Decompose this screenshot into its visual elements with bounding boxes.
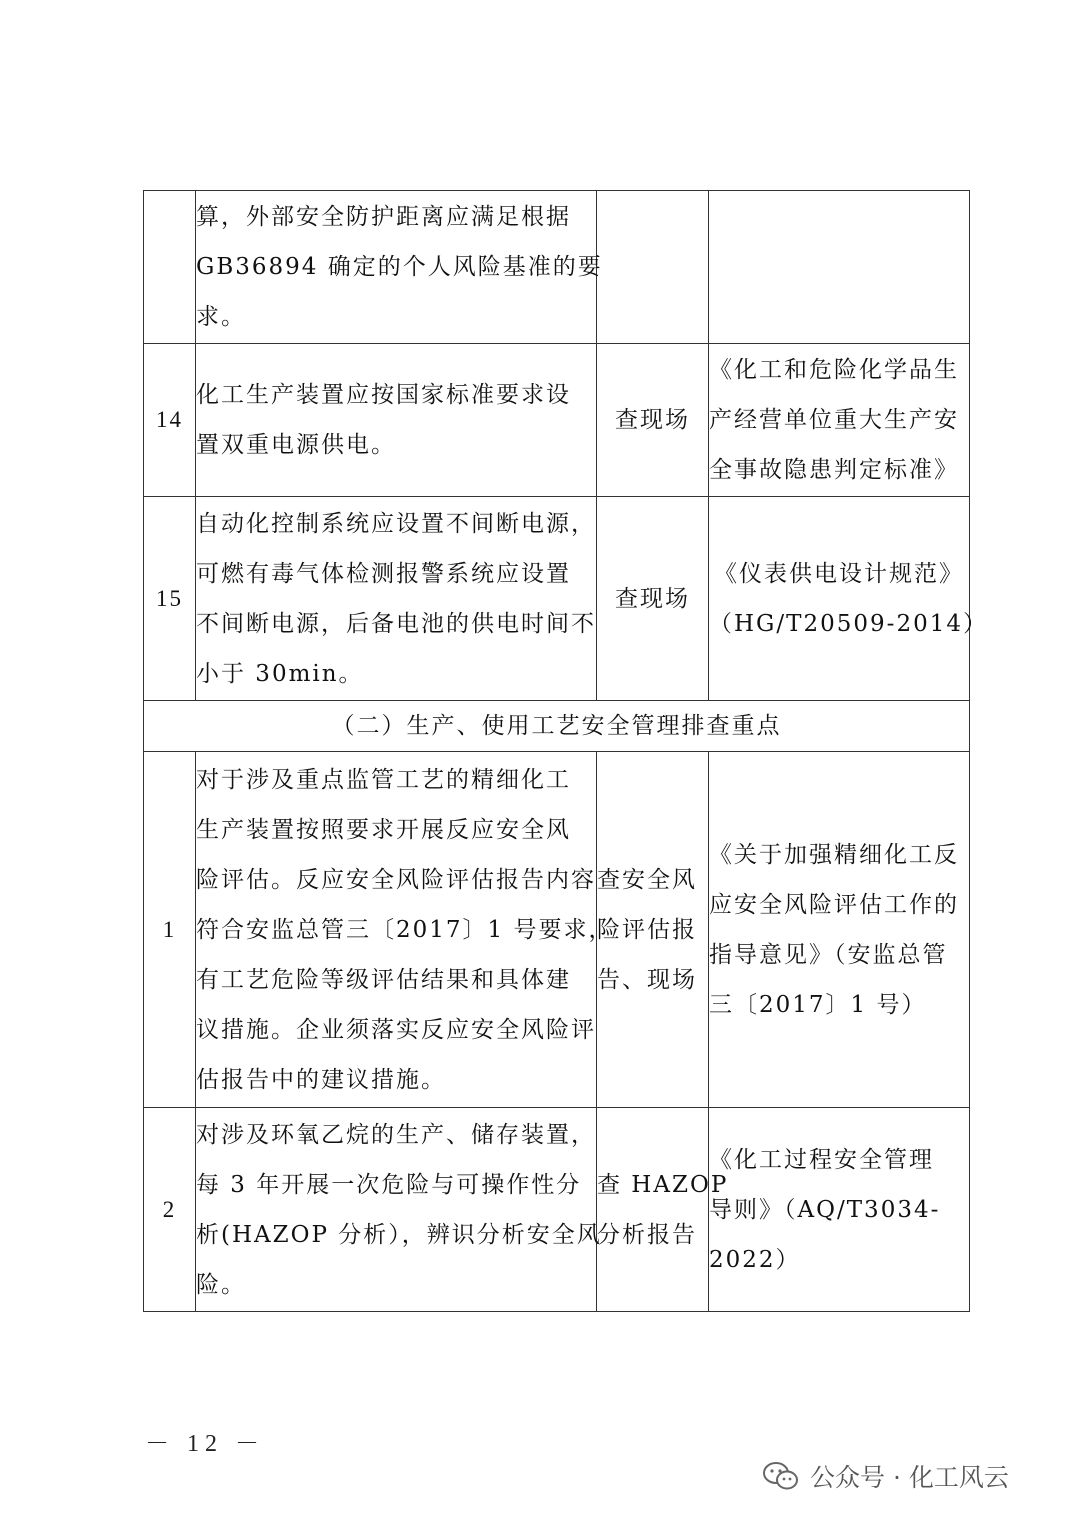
basis-reference: 《化工过程安全管理 导则》（AQ/T3034- 2022） [709, 1108, 970, 1312]
check-method: 查 HAZOP 分析报告 [597, 1108, 709, 1312]
table-row [144, 1108, 970, 1312]
check-method: 查安全风 险评估报 告、现场 [597, 752, 709, 1108]
table-row [144, 344, 970, 497]
watermark-text: 公众号 · 化工风云 [810, 1463, 1009, 1492]
requirement-text: 算，外部安全防护距离应满足根据 GB36894 确定的个人风险基准的要 求。 [196, 191, 597, 344]
section-heading-row [144, 701, 970, 752]
requirement-text: 对于涉及重点监管工艺的精细化工 生产装置按照要求开展反应安全风 险评估。反应安全风险评估报告内容 符合安监总管三〔2017〕1 号要求， 有工艺危险等级评估结果和具体建 议措施。企业须落实反应安全风险评 估报告中的建议措施。 [196, 752, 597, 1108]
table-row [144, 497, 970, 701]
wechat-icon [762, 1461, 800, 1491]
check-method: 查现场 [597, 497, 709, 701]
row-number: 1 [144, 752, 196, 1108]
watermark [762, 1458, 1009, 1494]
page-number: － 12 － [145, 1431, 265, 1457]
table-row [144, 752, 970, 1108]
requirement-text: 化工生产装置应按国家标准要求设 置双重电源供电。 [196, 344, 597, 497]
table-row [144, 191, 970, 344]
row-number: 15 [144, 497, 196, 701]
requirement-text: 自动化控制系统应设置不间断电源， 可燃有毒气体检测报警系统应设置 不间断电源，后备电池的供电时间不 小于 30min。 [196, 497, 597, 701]
row-number: 2 [144, 1108, 196, 1312]
basis-reference: 《关于加强精细化工反 应安全风险评估工作的 指导意见》（安监总管 三〔2017〕1 号） [709, 752, 970, 1108]
check-method: 查现场 [597, 344, 709, 497]
requirement-text: 对涉及环氧乙烷的生产、储存装置， 每 3 年开展一次危险与可操作性分 析(HAZOP 分析），辨识分析安全风 险。 [196, 1108, 597, 1312]
row-number: 14 [144, 344, 196, 497]
section-heading: （二）生产、使用工艺安全管理排查重点 [144, 701, 970, 752]
basis-reference: 《仪表供电设计规范》 （HG/T20509-2014） [709, 497, 970, 701]
basis-reference: 《化工和危险化学品生 产经营单位重大生产安 全事故隐患判定标准》 [709, 344, 970, 497]
row-number [144, 191, 196, 344]
check-method [597, 191, 709, 344]
basis-reference [709, 191, 970, 344]
inspection-table [143, 190, 988, 1312]
